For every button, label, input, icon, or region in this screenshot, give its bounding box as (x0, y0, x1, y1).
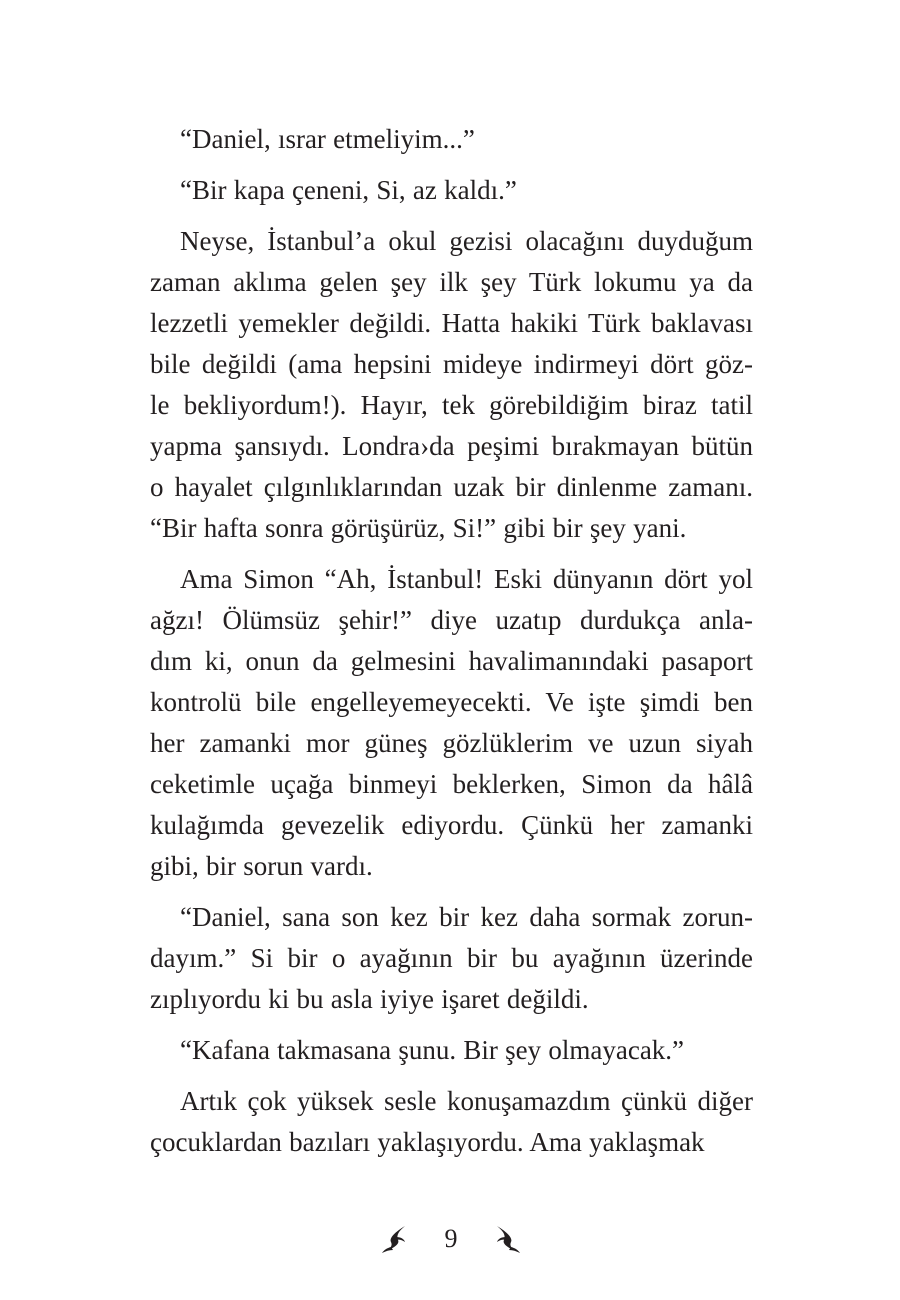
text-line: her zamanki mor güneş gözlüklerim ve uzun siyah (150, 728, 753, 758)
text-line: Artık çok yüksek sesle konuşamazdım çünkü diğer (180, 1086, 753, 1116)
text-line: le bekliyordum!). Hayır, tek görebildiğim biraz tatil (150, 390, 753, 420)
paragraph (150, 221, 753, 549)
text-line: “Bir kapa çeneni, Si, az kaldı.” (180, 175, 517, 205)
text-line: bile değildi (ama hepsini mideye indirmeyi dört göz- (150, 349, 753, 379)
text-line: ceketimle uçağa binmeyi beklerken, Simon da hâlâ (150, 769, 753, 799)
body-text (150, 119, 753, 1163)
paragraph (150, 897, 753, 1020)
text-line: kulağımda gevezelik ediyordu. Çünkü her zamanki (150, 810, 753, 840)
paragraph-gap (150, 1020, 753, 1030)
text-line: dım ki, onun da gelmesini havalimanındaki pasaport (150, 646, 753, 676)
paragraph (150, 1030, 753, 1071)
paragraph (150, 1081, 753, 1163)
page-number: 9 (444, 1224, 458, 1253)
text-line: çocuklardan bazıları yaklaşıyordu. Ama yaklaşmak (150, 1127, 705, 1157)
flourish-icon (490, 1223, 524, 1257)
text-line: Neyse, İstanbul’a okul gezisi olacağını duyduğum (180, 226, 753, 256)
paragraph-gap (150, 211, 753, 221)
text-line: “Kafana takmasana şunu. Bir şey olmayacak.” (180, 1035, 685, 1065)
text-line: “Bir hafta sonra görüşürüz, Si!” gibi bir şey yani. (150, 513, 687, 543)
text-line: lezzetli yemekler değildi. Hatta hakiki Türk baklavası (150, 308, 753, 338)
text-line: o hayalet çılgınlıklarından uzak bir dinlenme zamanı. (150, 472, 753, 502)
paragraph (150, 559, 753, 887)
paragraph-gap (150, 887, 753, 897)
text-line: “Daniel, ısrar etmeliyim...” (180, 124, 475, 154)
text-line: zaman aklıma gelen şey ilk şey Türk lokumu ya da (150, 267, 753, 297)
paragraph-gap (150, 549, 753, 559)
text-line: zıplıyordu ki bu asla iyiye işaret değildi. (150, 984, 589, 1014)
page-footer (0, 1219, 900, 1259)
paragraph-gap (150, 1071, 753, 1081)
paragraph (150, 170, 753, 211)
paragraph-gap (150, 160, 753, 170)
paragraph (150, 119, 753, 160)
flourish-icon (378, 1223, 412, 1257)
text-line: “Daniel, sana son kez bir kez daha sormak zorun- (180, 902, 753, 932)
text-line: Ama Simon “Ah, İstanbul! Eski dünyanın dört yol (180, 564, 753, 594)
text-line: yapma şansıydı. Londra›da peşimi bırakmayan bütün (150, 431, 753, 461)
text-line: ağzı! Ölümsüz şehir!” diye uzatıp durdukça anla- (150, 605, 753, 635)
text-line: gibi, bir sorun vardı. (150, 851, 373, 881)
text-line: dayım.” Si bir o ayağının bir bu ayağının üzerinde (150, 943, 753, 973)
text-line: kontrolü bile engelleyemeyecekti. Ve işte şimdi ben (150, 687, 753, 717)
